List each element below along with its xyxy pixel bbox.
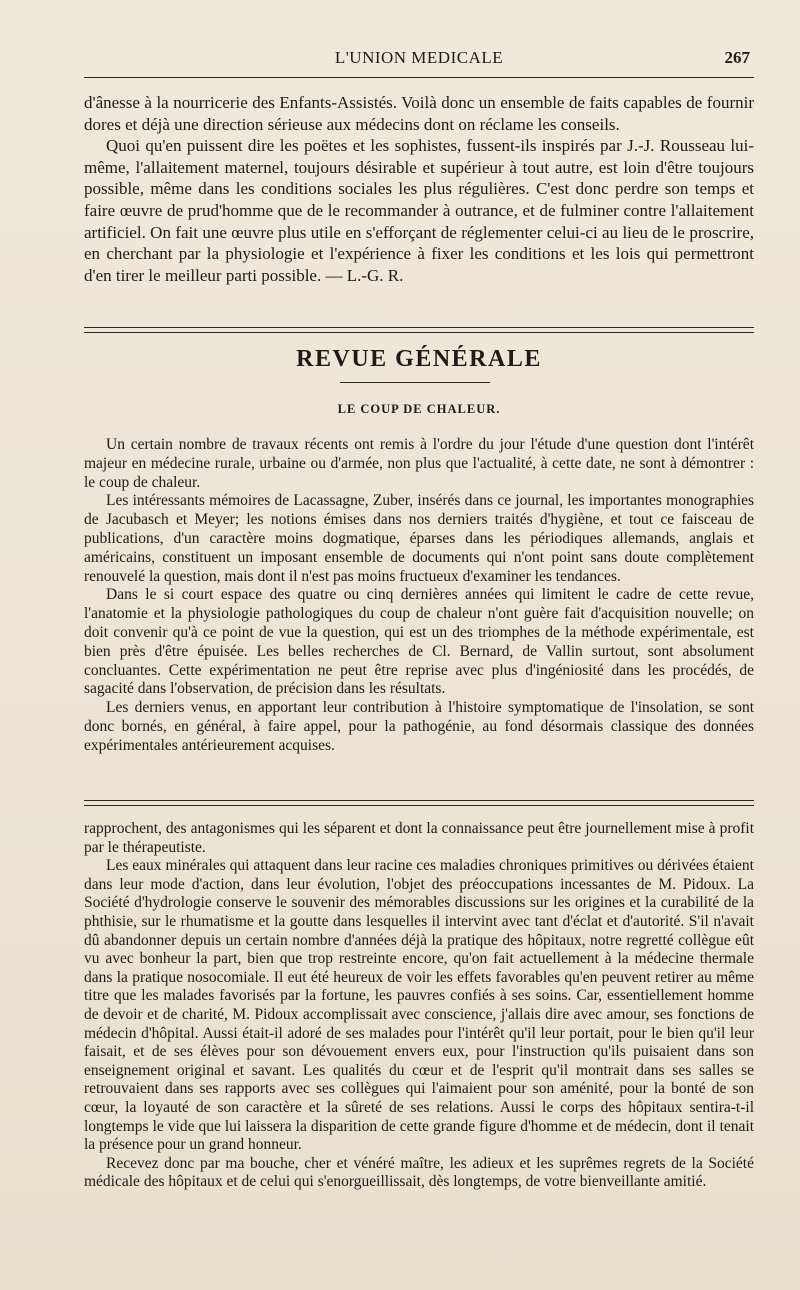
eulogy-text (84, 820, 754, 1192)
author-signature: — L.-G. R. (325, 265, 404, 285)
column-double-rule (84, 800, 754, 806)
revue-paragraph: Un certain nombre de travaux récents ont remis à l'ordre du jour l'étude d'une question dont l'intérêt majeur en médecine rurale, urbaine ou d'armée, non plus que l'actualité, à cette date, ne sont à démontrer : le coup de chaleur. (84, 436, 754, 491)
journal-title: L'UNION MEDICALE (334, 48, 504, 67)
eulogy-paragraph: Les eaux minérales qui attaquent dans leur racine ces maladies chroniques primitives ou dérivées étaient dans leur mode d'action, dans leur évolution, l'objet des préoccupations incessantes de M. Pidoux. La Société d'hydrologie conserve le souvenir des mémorables discussions sur les origines et la curabilité de la phthisie, sur le rhumatisme et la goutte dans lesquelles il intervint avec tant d'éclat et d'autorité. S'il n'avait dû abandonner depuis un certain nombre d'années déjà la pratique des hôpitaux, notre regretté collègue eût vu avec bonheur la part, bien que trop restreinte encore, qu'on fait actuellement à la médecine thermale dans la pratique nosocomiale. Il eut été heureux de voir les effets favorables qu'en peuvent retirer au même titre que les malades favorisés par la fortune, les pauvres confiés à ses soins. Car, essentiellement homme de devoir et de charité, M. Pidoux accomplissait avec conscience, j'allais dire avec amour, ses fonctions de médecin d'hôpital. Aussi était-il adoré de ses malades pour l'intérêt qu'il leur portait, pour le bien qu'il leur faisait, et de ses élèves pour son dévouement envers eux, pour l'instruction qu'ils puisaient dans son enseignement original et savant. Les qualités du cœur et de l'esprit qu'il montrait dans ses salles se retrouvaient dans ses rapports avec ses collègues qui l'aimaient pour son aménité, pour la bonté de son cœur, la loyauté de son caractère et la sûreté de ses relations. Aussi le corps des hôpitaux sentira-t-il longtemps le vide que lui laissera la disparition de cette grande figure d'homme et de médecin, dont il tenait la présence pour un grand honneur. (84, 857, 754, 1154)
intro-text (84, 92, 754, 286)
section-double-rule (84, 327, 754, 333)
revue-text (84, 436, 754, 756)
article-title: LE COUP DE CHALEUR. (337, 402, 501, 416)
eulogy-paragraph: Recevez donc par ma bouche, cher et vénéré maître, les adieux et les suprêmes regrets de la Société médicale des hôpitaux et de celui qui s'enorgueillissait, dès longtemps, de votre bienveillante amitié. (84, 1154, 754, 1191)
header-rule (84, 77, 754, 78)
intro-paragraph (84, 135, 754, 286)
eulogy-paragraph: rapprochent, des antagonismes qui les séparent et dont la connaissance peut être journellement mise à profit par le thérapeutiste. (84, 820, 754, 856)
running-head (84, 48, 754, 72)
intro-paragraph-text: Quoi qu'en puissent dire les poëtes et les sophistes, fussent-ils inspirés par J.-J. Rousseau lui-même, l'allaitement maternel, toujours désirable et supérieur à tout autre, est loin d'être toujours possible, même dans les conditions sociales les plus régulières. C'est donc perdre son temps et faire œuvre de prud'homme que de le recommander à outrance, et de fulminer contre l'allaitement artificiel. On fait une œuvre plus utile en s'efforçant de réglementer celui-ci au lieu de le proscrire, en cherchant par la physiologie et l'expérience à fixer les conditions et les lois qui permettront d'en tirer le meilleur parti possible. (84, 136, 754, 285)
page-number: 267 (724, 48, 750, 67)
section-title-rule (340, 382, 490, 383)
revue-paragraph: Dans le si court espace des quatre ou cinq dernières années qui limitent le cadre de cette revue, l'anatomie et la physiologie pathologiques du coup de chaleur n'ont guère fait d'acquisition nouvelle; on doit convenir qu'à ce point de vue la question, qui est un des triomphes de la méthode expérimentale, est bien près d'être épuisée. Les belles recherches de Cl. Bernard, de Vallin surtout, sont absolument concluantes. Cette expérimentation ne peut être reprise avec plus d'ingéniosité dans les procédés, de sagacité dans l'observation, de précision dans les résultats. (84, 586, 754, 698)
revue-paragraph: Les derniers venus, en apportant leur contribution à l'histoire symptomatique de l'insolation, se sont donc bornés, en général, à faire appel, pour la pathogénie, au fond désormais classique des données expérimentales antérieurement acquises. (84, 699, 754, 754)
section-title: REVUE GÉNÉRALE (296, 346, 542, 372)
revue-paragraph: Les intéressants mémoires de Lacassagne, Zuber, insérés dans ce journal, les importantes monographies de Jacubasch et Meyer; les notions émises dans nos derniers traités d'hygiène, et tout ce faisceau de publications, d'un caractère moins dogmatique, éparses dans les périodiques allemands, anglais et américains, constituent un imposant ensemble de documents qui n'ont point sans doute complètement renouvelé la question, mais dont il n'est pas moins fructueux d'examiner les tendances. (84, 492, 754, 585)
intro-paragraph: d'ânesse à la nourricerie des Enfants-Assistés. Voilà donc un ensemble de faits capables de fournir dores et déjà une direction sérieuse aux médecins dont on réclame les conseils. (84, 93, 754, 134)
